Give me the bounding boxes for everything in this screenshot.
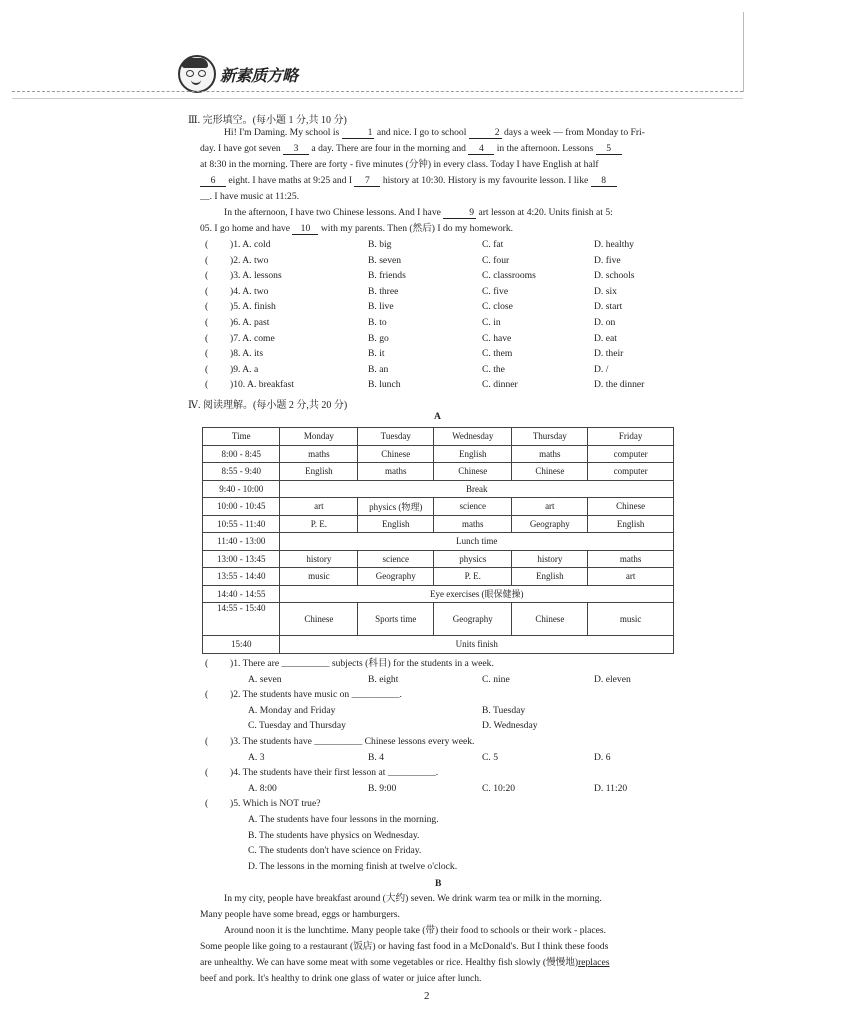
table-cell: Tuesday bbox=[358, 428, 434, 446]
question-line bbox=[202, 796, 677, 811]
table-cell: physics bbox=[434, 550, 512, 568]
part-b-passage bbox=[200, 891, 675, 987]
option-choice: C. in bbox=[482, 317, 501, 328]
option-choice: B. it bbox=[368, 348, 385, 360]
table-cell: Monday bbox=[280, 428, 358, 446]
option-choice: B. three bbox=[368, 285, 399, 297]
option-choice: D. start bbox=[594, 301, 623, 313]
table-row bbox=[203, 463, 674, 481]
table-cell: 11:40 - 13:00 bbox=[203, 533, 280, 551]
answer-bracket[interactable]: ( bbox=[205, 332, 209, 344]
question-line bbox=[202, 703, 677, 718]
table-cell: 14:40 - 14:55 bbox=[203, 585, 280, 603]
option-row bbox=[202, 284, 677, 299]
passage-line: In my city, people have breakfast around (大约) seven. We drink warm tea or milk in the morning. bbox=[224, 893, 602, 904]
question-stem: )1. There are __________ subjects (科目) for the students in a week. bbox=[230, 658, 494, 669]
answer-bracket[interactable]: ( bbox=[205, 270, 209, 282]
passage-line: Many people have some bread, eggs or hamburgers. bbox=[200, 909, 400, 920]
question-stem: )5. Which is NOT true? bbox=[230, 798, 321, 810]
option-choice: C. classrooms bbox=[482, 270, 536, 282]
passage-line: Some people like going to a restaurant (饭店) or having fast food in a McDonald's. But I think these foods bbox=[200, 941, 609, 952]
passage-line: beef and pork. It's healthy to drink one glass of water or juice after lunch. bbox=[200, 973, 482, 984]
header-divider bbox=[12, 91, 743, 92]
option-choice: B. an bbox=[368, 363, 389, 375]
answer-bracket[interactable]: ( bbox=[205, 285, 209, 297]
option-choice: B. live bbox=[368, 301, 394, 313]
option-choice: C. them bbox=[482, 348, 513, 360]
option-choice: C. The students don't have science on Friday. bbox=[248, 845, 422, 857]
passage-line: day. I have got seven 3 a day. There are four in the morning and 4 in the afternoon. Lessons 5 bbox=[200, 141, 675, 157]
brand-logo bbox=[178, 55, 298, 93]
question-line bbox=[202, 781, 677, 796]
option-row bbox=[202, 237, 677, 252]
option-row bbox=[202, 346, 677, 361]
answer-bracket[interactable]: ( bbox=[205, 736, 209, 747]
table-cell: Time bbox=[203, 428, 280, 446]
table-cell: 8:00 - 8:45 bbox=[203, 445, 280, 463]
table-header-row bbox=[203, 428, 674, 446]
option-choice: )2. A. two bbox=[230, 254, 269, 266]
option-choice: B. friends bbox=[368, 270, 406, 282]
blank-6[interactable]: 6 bbox=[200, 175, 226, 187]
passage-line: Hi! I'm Daming. My school is 1 and nice. I go to school 2 days a week — from Monday to Fri- bbox=[224, 127, 645, 138]
option-choice: )6. A. past bbox=[230, 317, 270, 328]
table-cell: art bbox=[512, 498, 588, 516]
option-choice: A. 3 bbox=[248, 751, 265, 763]
blank-2[interactable]: 2 bbox=[469, 127, 502, 139]
question-line bbox=[202, 687, 677, 702]
table-cell: maths bbox=[434, 515, 512, 533]
answer-bracket[interactable]: ( bbox=[205, 239, 209, 250]
option-choice: C. close bbox=[482, 301, 513, 313]
question-line bbox=[202, 656, 677, 671]
option-choice: B. 9:00 bbox=[368, 782, 397, 794]
option-choice: A. Monday and Friday bbox=[248, 704, 336, 716]
option-choice: B. go bbox=[368, 332, 389, 344]
question-line bbox=[202, 859, 677, 874]
table-cell: Sports time bbox=[358, 603, 434, 636]
answer-bracket[interactable]: ( bbox=[205, 798, 209, 810]
option-row bbox=[202, 268, 677, 283]
table-cell: Chinese bbox=[588, 498, 674, 516]
answer-bracket[interactable]: ( bbox=[205, 363, 209, 375]
question-line bbox=[202, 828, 677, 843]
table-cell: 9:40 - 10:00 bbox=[203, 480, 280, 498]
option-choice: )3. A. lessons bbox=[230, 270, 282, 282]
question-line bbox=[202, 718, 677, 733]
option-choice: B. eight bbox=[368, 673, 399, 685]
option-choice: C. fat bbox=[482, 239, 504, 250]
blank-8[interactable]: 8 bbox=[591, 175, 617, 187]
table-cell: Chinese bbox=[512, 463, 588, 481]
table-cell: physics (物理) bbox=[358, 498, 434, 516]
passage-line: at 8:30 in the morning. There are forty - five minutes (分钟) in every class. Today I have English at half bbox=[200, 159, 599, 170]
blank-5[interactable]: 5 bbox=[596, 143, 622, 155]
option-choice: )4. A. two bbox=[230, 285, 269, 297]
option-choice: C. four bbox=[482, 254, 510, 266]
answer-bracket[interactable]: ( bbox=[205, 689, 209, 701]
passage-line: are unhealthy. We can have some meat with some vegetables or rice. Healthy fish slowly (慢慢地)replaces bbox=[200, 957, 610, 968]
schedule-table bbox=[202, 427, 674, 654]
passage-line: Around noon it is the lunchtime. Many people take (带) their food to schools or their work - places. bbox=[224, 925, 607, 936]
page-number: 2 bbox=[424, 990, 430, 1002]
answer-bracket[interactable]: ( bbox=[205, 658, 209, 669]
option-choice: D. eleven bbox=[594, 673, 631, 685]
question-line bbox=[202, 734, 677, 749]
option-choice: D. eat bbox=[594, 332, 617, 344]
option-choice: A. The students have four lessons in the morning. bbox=[248, 814, 439, 825]
part-a-label: A bbox=[434, 411, 441, 422]
answer-bracket[interactable]: ( bbox=[205, 317, 209, 328]
table-cell: maths bbox=[512, 445, 588, 463]
table-row bbox=[203, 568, 674, 586]
table-cell: Chinese bbox=[512, 603, 588, 636]
option-choice: D. 11:20 bbox=[594, 782, 628, 794]
option-choice: C. have bbox=[482, 332, 512, 344]
table-row bbox=[203, 636, 674, 654]
option-row bbox=[202, 253, 677, 268]
option-choice: B. 4 bbox=[368, 751, 384, 763]
table-cell: 10:55 - 11:40 bbox=[203, 515, 280, 533]
table-cell: Units finish bbox=[280, 636, 674, 654]
answer-bracket[interactable]: ( bbox=[205, 348, 209, 360]
answer-bracket[interactable]: ( bbox=[205, 254, 209, 266]
option-choice: D. their bbox=[594, 348, 624, 360]
option-row bbox=[202, 377, 677, 392]
option-row bbox=[202, 299, 677, 314]
question-stem: )2. The students have music on __________. bbox=[230, 689, 402, 701]
option-choice: C. Tuesday and Thursday bbox=[248, 720, 346, 732]
option-choice: C. five bbox=[482, 285, 509, 297]
option-choice: C. dinner bbox=[482, 379, 518, 391]
option-choice: B. The students have physics on Wednesday. bbox=[248, 829, 420, 841]
table-cell: 10:00 - 10:45 bbox=[203, 498, 280, 516]
question-line bbox=[202, 843, 677, 858]
option-choice: )1. A. cold bbox=[230, 239, 271, 250]
question-line bbox=[202, 672, 677, 687]
table-cell: science bbox=[358, 550, 434, 568]
blank-1[interactable]: 1 bbox=[342, 127, 375, 139]
question-line bbox=[202, 812, 677, 827]
table-row bbox=[203, 533, 674, 551]
header-bottom-rule bbox=[12, 98, 743, 99]
option-choice: B. seven bbox=[368, 254, 402, 266]
option-choice: B. Tuesday bbox=[482, 704, 526, 716]
question-stem: )4. The students have their first lesson at __________. bbox=[230, 767, 439, 779]
option-choice: )9. A. a bbox=[230, 363, 259, 375]
table-cell: Geography bbox=[358, 568, 434, 586]
option-choice: D. The lessons in the morning finish at twelve o'clock. bbox=[248, 860, 458, 872]
table-row bbox=[203, 603, 674, 636]
blank-4[interactable]: 4 bbox=[468, 143, 494, 155]
table-cell: Lunch time bbox=[280, 533, 674, 551]
table-row bbox=[203, 550, 674, 568]
question-stem: )3. The students have __________ Chinese lessons every week. bbox=[230, 736, 475, 747]
section3-passage bbox=[200, 125, 675, 237]
option-row bbox=[202, 362, 677, 377]
option-row bbox=[202, 315, 677, 330]
table-row bbox=[203, 445, 674, 463]
passage-line: In the afternoon, I have two Chinese lessons. And I have 9 art lesson at 4:20. Units finish at 5: bbox=[224, 207, 613, 218]
question-line bbox=[202, 750, 677, 765]
option-choice: )10. A. breakfast bbox=[230, 379, 294, 391]
option-choice: D. healthy bbox=[594, 239, 634, 250]
table-cell: maths bbox=[588, 550, 674, 568]
option-row bbox=[202, 331, 677, 346]
underlined-word: replaces bbox=[578, 957, 610, 968]
option-choice: B. lunch bbox=[368, 379, 401, 391]
option-choice: D. Wednesday bbox=[482, 720, 538, 732]
table-cell: English bbox=[280, 463, 358, 481]
table-row bbox=[203, 480, 674, 498]
blank-7[interactable]: 7 bbox=[354, 175, 380, 187]
table-cell: Chinese bbox=[358, 445, 434, 463]
option-choice: D. five bbox=[594, 254, 621, 266]
table-cell: art bbox=[280, 498, 358, 516]
table-cell: P. E. bbox=[280, 515, 358, 533]
option-choice: )8. A. its bbox=[230, 348, 264, 360]
table-cell: history bbox=[280, 550, 358, 568]
option-choice: D. the dinner bbox=[594, 379, 645, 391]
blank-9[interactable]: 9 bbox=[443, 207, 476, 219]
table-cell: P. E. bbox=[434, 568, 512, 586]
option-choice: C. 10:20 bbox=[482, 782, 516, 794]
part-b-label: B bbox=[435, 878, 442, 889]
table-cell: 13:55 - 14:40 bbox=[203, 568, 280, 586]
table-cell: science bbox=[434, 498, 512, 516]
table-cell: 13:00 - 13:45 bbox=[203, 550, 280, 568]
option-choice: A. seven bbox=[248, 673, 282, 685]
table-cell: computer bbox=[588, 445, 674, 463]
answer-bracket[interactable]: ( bbox=[205, 379, 209, 391]
table-cell: Break bbox=[280, 480, 674, 498]
table-cell: Thursday bbox=[512, 428, 588, 446]
passage-line: 05. I go home and have 10 with my parents. Then (然后) I do my homework. bbox=[200, 223, 514, 234]
table-cell: computer bbox=[588, 463, 674, 481]
table-cell: maths bbox=[280, 445, 358, 463]
table-cell: 8:55 - 9:40 bbox=[203, 463, 280, 481]
table-cell: art bbox=[588, 568, 674, 586]
question-line bbox=[202, 765, 677, 780]
option-choice: D. 6 bbox=[594, 751, 611, 763]
answer-bracket[interactable]: ( bbox=[205, 767, 209, 779]
logo-text: 新素质方略 bbox=[220, 65, 298, 85]
table-cell: music bbox=[280, 568, 358, 586]
passage-line: __. I have music at 11:25. bbox=[200, 191, 300, 202]
option-choice: A. 8:00 bbox=[248, 782, 277, 794]
table-cell: music bbox=[588, 603, 674, 636]
blank-10[interactable]: 10 bbox=[292, 223, 318, 235]
option-choice: C. the bbox=[482, 363, 505, 375]
table-cell: Geography bbox=[512, 515, 588, 533]
passage-line: 6 eight. I have maths at 9:25 and I 7 history at 10:30. History is my favourite lesson. I like 8 bbox=[200, 173, 675, 189]
answer-bracket[interactable]: ( bbox=[205, 301, 209, 313]
table-row bbox=[203, 515, 674, 533]
option-choice: D. on bbox=[594, 317, 616, 328]
table-cell: English bbox=[434, 445, 512, 463]
table-cell: 14:55 - 15:40 bbox=[203, 603, 280, 636]
table-cell: English bbox=[358, 515, 434, 533]
table-row bbox=[203, 498, 674, 516]
table-cell: English bbox=[588, 515, 674, 533]
blank-3[interactable]: 3 bbox=[283, 143, 309, 155]
option-choice: D. six bbox=[594, 285, 617, 297]
option-choice: )5. A. finish bbox=[230, 301, 276, 313]
option-choice: C. nine bbox=[482, 673, 510, 685]
table-cell: 15:40 bbox=[203, 636, 280, 654]
section4-title: Ⅳ. 阅读理解。(每小题 2 分,共 20 分) bbox=[188, 400, 348, 411]
table-cell: Chinese bbox=[434, 463, 512, 481]
header-vertical-rule bbox=[743, 12, 744, 92]
section3-title: Ⅲ. 完形填空。(每小题 1 分,共 10 分) bbox=[188, 115, 347, 126]
table-cell: Wednesday bbox=[434, 428, 512, 446]
option-choice: D. / bbox=[594, 363, 609, 375]
option-choice: )7. A. come bbox=[230, 332, 275, 344]
table-cell: history bbox=[512, 550, 588, 568]
table-cell: maths bbox=[358, 463, 434, 481]
table-row bbox=[203, 585, 674, 603]
table-cell: Geography bbox=[434, 603, 512, 636]
table-cell: Friday bbox=[588, 428, 674, 446]
table-cell: Chinese bbox=[280, 603, 358, 636]
option-choice: B. to bbox=[368, 317, 387, 328]
table-cell: English bbox=[512, 568, 588, 586]
option-choice: D. schools bbox=[594, 270, 635, 282]
table-cell: Eye exercises (眼保健操) bbox=[280, 585, 674, 603]
cartoon-face-icon bbox=[178, 55, 216, 93]
option-choice: B. big bbox=[368, 239, 392, 250]
option-choice: C. 5 bbox=[482, 751, 498, 763]
